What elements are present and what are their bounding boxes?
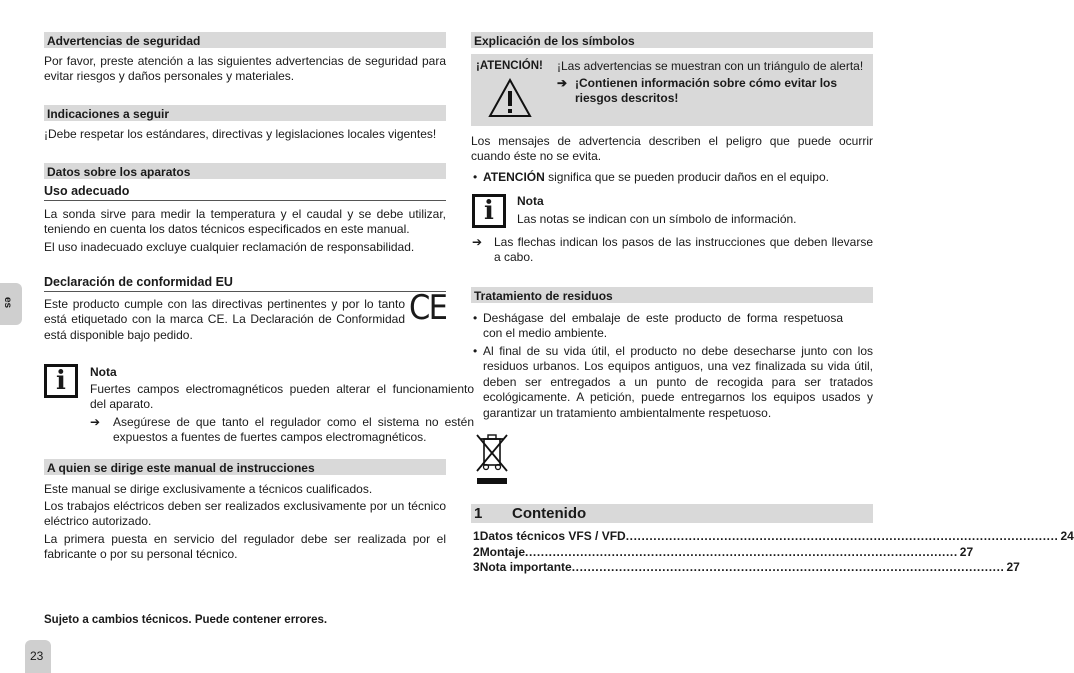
conformity-text: Este producto cumple con las directivas pertinentes y por lo tanto está etiquetado con la marca CE. La Declaración de Conformidad está disponible bajo pedido.: [44, 297, 405, 342]
info-icon: i: [44, 364, 78, 398]
audience-text-2: Los trabajos eléctricos deben ser realizados exclusivamente por un técnico eléctrico autorizado.: [44, 499, 446, 529]
toc-leader-dots: ..............................................................................................................: [571, 560, 1005, 574]
ce-mark: CE: [409, 288, 447, 328]
toc-entry-number: 3: [473, 560, 480, 574]
table-of-contents: [473, 529, 1074, 576]
audience-text-1: Este manual se dirige exclusivamente a técnicos cualificados.: [44, 482, 373, 496]
symbol-note-text: Las notas se indican con un símbolo de información.: [517, 212, 797, 226]
warning-triangle-icon: [488, 78, 532, 118]
page-number: 23: [30, 649, 44, 663]
proper-use-text: La sonda sirve para medir la temperatura y el caudal y se debe utilizar, teniendo en cuenta los datos técnicos especificados en este manual.: [44, 207, 446, 237]
audience-text-3: La primera puesta en servicio del regulador debe ser realizada por el fabricante o por su personal técnico.: [44, 532, 446, 562]
section-header-devices: Datos sobre los aparatos: [44, 163, 446, 179]
attention-definition-text: significa que se pueden producir daños en el equipo.: [544, 170, 829, 184]
warning-description: Los mensajes de advertencia describen el peligro que puede ocurrir cuando éste no se evita.: [471, 134, 873, 164]
toc-entry-number: 2: [473, 544, 480, 559]
toc-header-title: Contenido: [512, 505, 587, 522]
language-tab[interactable]: [0, 283, 22, 325]
section-header-safety: Advertencias de seguridad: [44, 32, 446, 48]
attention-arrow-icon: ➔: [557, 76, 568, 90]
page-number-tab: [25, 640, 51, 673]
waste-bullet-2: Al final de su vida útil, el producto no debe desecharse junto con los residuos urbanos. Los equipos antiguos, una vez finalizada su vida útil, deben ser entregados a un punto de recogida para ser tratados ecológicamente. A petición, puede entregarnos los equipos usados y garantizar un tratamiento ambientalmente respetuoso.: [483, 344, 873, 420]
toc-leader-dots: ..............................................................................................................: [625, 529, 1059, 543]
section-header-indications: Indicaciones a seguir: [44, 105, 446, 121]
toc-entry-title: Nota importante: [479, 560, 572, 574]
note-text: Fuertes campos electromagnéticos pueden alterar el funcionamiento del aparato.: [90, 382, 474, 412]
toc-entry[interactable]: [473, 544, 974, 561]
toc-header-number: 1: [474, 505, 483, 522]
section-header-waste: Tratamiento de residuos: [471, 287, 873, 303]
language-tab-label: es: [2, 296, 14, 309]
toc-entry-number: 1: [473, 529, 480, 543]
toc-entry[interactable]: [473, 529, 1074, 545]
attention-label: ¡ATENCIÓN!: [476, 60, 543, 72]
bullet-icon: •: [473, 311, 478, 325]
toc-entry-page: 24: [1060, 529, 1074, 543]
info-icon: i: [472, 194, 506, 228]
attention-text: ¡Las advertencias se muestran con un triángulo de alerta!: [557, 59, 864, 73]
indications-text: ¡Debe respetar los estándares, directivas y legislaciones locales vigentes!: [44, 127, 437, 141]
section-header-audience: A quien se dirige este manual de instrucciones: [44, 459, 446, 475]
footer-disclaimer: Sujeto a cambios técnicos. Puede contener errores.: [44, 614, 328, 626]
arrow-icon: ➔: [472, 235, 483, 249]
subheading-eu-conformity: Declaración de conformidad EU: [44, 275, 446, 292]
toc-entry-title: Datos técnicos VFS / VFD: [479, 529, 626, 543]
toc-entry-page: 27: [1006, 560, 1020, 574]
symbol-note-title: Nota: [517, 194, 544, 208]
note-instruction: Asegúrese de que tanto el regulador como el sistema no estén expuestos a fuentes de fuertes campos electromagnéticos.: [113, 415, 474, 445]
improper-use-text: El uso inadecuado excluye cualquier reclamación de responsabilidad.: [44, 240, 415, 254]
attention-bold-text: ¡Contienen información sobre cómo evitar los riesgos descritos!: [575, 76, 838, 106]
bullet-icon: •: [473, 170, 478, 184]
safety-text: Por favor, preste atención a las siguientes advertencias de seguridad para evitar riesgos y daños personales y materiales.: [44, 54, 446, 84]
section-header-symbols: Explicación de los símbolos: [471, 32, 873, 48]
subheading-proper-use: Uso adecuado: [44, 184, 446, 201]
toc-entry[interactable]: [473, 560, 1020, 576]
toc-entry-title: Montaje: [479, 544, 526, 559]
arrow-icon: ➔: [90, 415, 101, 429]
bullet-icon: •: [473, 344, 478, 358]
arrow-description: Las flechas indican los pasos de las instrucciones que deben llevarse a cabo.: [494, 235, 873, 265]
waste-bullet-1: Deshágase del embalaje de este producto de forma respetuosa con el medio ambiente.: [483, 311, 843, 341]
weee-bin-icon: [473, 431, 511, 485]
attention-definition: [483, 170, 873, 185]
attention-word: ATENCIÓN: [483, 170, 545, 184]
toc-entry-page: 27: [959, 544, 974, 559]
toc-leader-dots: ..............................................................................................................: [525, 544, 958, 559]
note-title: Nota: [90, 365, 117, 379]
